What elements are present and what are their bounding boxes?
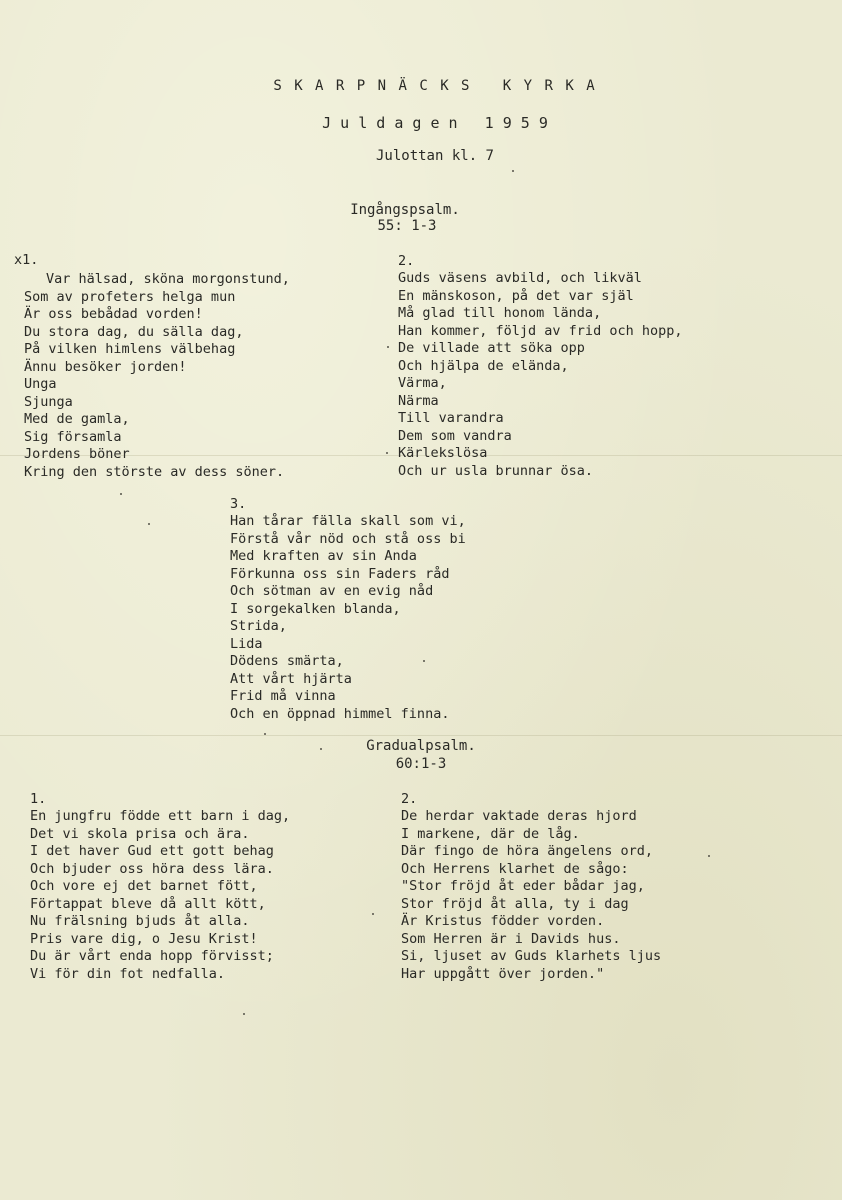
verse-line: Unga [24, 376, 57, 392]
verse-number: x1. [14, 252, 39, 268]
verse-line: I markene, där de låg. [401, 825, 580, 842]
verse-line: Förtappat bleve då allt kött, [30, 895, 266, 912]
gradual-hymn-number: 60:1-3 [395, 756, 447, 772]
verse-line: Förstå vår nöd och stå oss bi [230, 530, 466, 547]
ink-speck [423, 660, 425, 662]
verse-line: Till varandra [398, 410, 504, 426]
verse-line: Si, ljuset av Guds klarhets ljus [401, 948, 662, 964]
ink-speck [243, 1013, 245, 1015]
verse-line: Stor fröjd åt alla, ty i dag [401, 895, 629, 912]
verse-line: Jordens böner [24, 446, 130, 462]
verse-number: 1. [30, 791, 47, 807]
verse-line: Han kommer, följd av frid och hopp, [398, 322, 683, 339]
verse-number: 2. [401, 791, 418, 807]
verse-line: "Stor fröjd åt eder bådar jag, [401, 878, 645, 894]
ink-speck [386, 452, 388, 454]
verse-line: Och vore ej det barnet fött, [30, 878, 258, 894]
verse-line: I sorgekalken blanda, [230, 600, 401, 617]
verse-line: Närma [398, 392, 439, 409]
verse-line: Dem som vandra [398, 427, 512, 444]
verse-line: De villade att söka opp [398, 340, 585, 356]
verse-line: Pris vare dig, o Jesu Krist! [30, 930, 258, 947]
verse-line: Och Herrens klarhet de sågo: [401, 860, 629, 877]
service-time: Julottan kl. 7 [375, 148, 494, 164]
verse-line: Är Kristus födder vorden. [401, 913, 605, 929]
verse-line: Nu frälsning bjuds åt alla. [30, 913, 250, 929]
service-day: J u l d a g e n 1 9 5 9 [322, 114, 548, 132]
verse-line: Sig församla [24, 428, 122, 445]
verse-number: 3. [230, 496, 247, 512]
verse-line: Det vi skola prisa och ära. [30, 825, 250, 842]
gradual-verse-2 [401, 808, 661, 983]
verse-line: Var hälsad, sköna morgonstund, [46, 271, 290, 287]
ink-speck [148, 523, 150, 525]
ink-speck [264, 733, 266, 735]
verse-line: Där fingo de höra ängelens ord, [401, 843, 653, 859]
verse-line: Och hjälpa de elända, [398, 357, 569, 374]
verse-line: Med de gamla, [24, 411, 130, 427]
verse-line: Som av profeters helga mun [24, 288, 236, 305]
verse-line: Förkunna oss sin Faders råd [230, 565, 450, 582]
paper-fold-line [0, 735, 842, 736]
verse-line: Du är vårt enda hopp förvisst; [30, 948, 274, 964]
ink-speck [387, 346, 389, 348]
verse-line: Dödens smärta, [230, 653, 344, 669]
verse-line: Frid må vinna [230, 688, 336, 704]
ink-speck [708, 855, 710, 857]
verse-line: Är oss bebådad vorden! [24, 306, 203, 322]
gradual-verse-1 [30, 808, 290, 983]
verse-number: 2. [398, 253, 415, 269]
verse-line: I det haver Gud ett gott behag [30, 843, 274, 859]
verse-line: Du stora dag, du sälla dag, [24, 323, 244, 340]
verse-line: Guds väsens avbild, och likväl [398, 270, 642, 286]
verse-line: Med kraften av sin Anda [230, 548, 417, 564]
ink-speck [512, 170, 514, 172]
ink-speck [372, 913, 374, 915]
ink-speck [120, 493, 122, 495]
entrance-verse-3 [230, 513, 466, 723]
verse-line: Kring den störste av dess söner. [24, 463, 285, 480]
church-title: S K A R P N Ä C K S K Y R K A [273, 78, 597, 94]
entrance-hymn-heading: Ingångspsalm. [350, 202, 460, 218]
verse-line: Och en öppnad himmel finna. [230, 705, 450, 722]
entrance-verse-1 [24, 271, 290, 481]
verse-line: Och sötman av en evig nåd [230, 583, 434, 599]
verse-line: Han tårar fälla skall som vi, [230, 513, 466, 529]
entrance-verse-2 [398, 270, 682, 480]
verse-line: Och ur usla brunnar ösa. [398, 462, 594, 479]
verse-line: Vi för din fot nedfalla. [30, 965, 226, 982]
verse-line: En jungfru födde ett barn i dag, [30, 808, 291, 824]
verse-line: Ännu besöker jorden! [24, 358, 187, 375]
verse-line: Kärlekslösa [398, 445, 488, 461]
verse-line: Och bjuder oss höra dess lära. [30, 860, 274, 877]
entrance-hymn-number: 55: 1-3 [377, 218, 437, 234]
verse-line: Lida [230, 635, 263, 652]
ink-speck [320, 748, 322, 750]
verse-line: Sjunga [24, 393, 73, 410]
verse-line: Har uppgått över jorden." [401, 965, 605, 982]
gradual-hymn-heading: Gradualpsalm. [366, 738, 476, 754]
verse-line: Att vårt hjärta [230, 670, 352, 687]
verse-line: En mänskoson, på det var själ [398, 287, 634, 304]
verse-line: Som Herren är i Davids hus. [401, 930, 621, 947]
verse-line: Må glad till honom lända, [398, 305, 602, 321]
verse-line: Värma, [398, 375, 447, 391]
verse-line: Strida, [230, 618, 287, 634]
verse-line: På vilken himlens välbehag [24, 341, 236, 357]
verse-line: De herdar vaktade deras hjord [401, 808, 637, 824]
